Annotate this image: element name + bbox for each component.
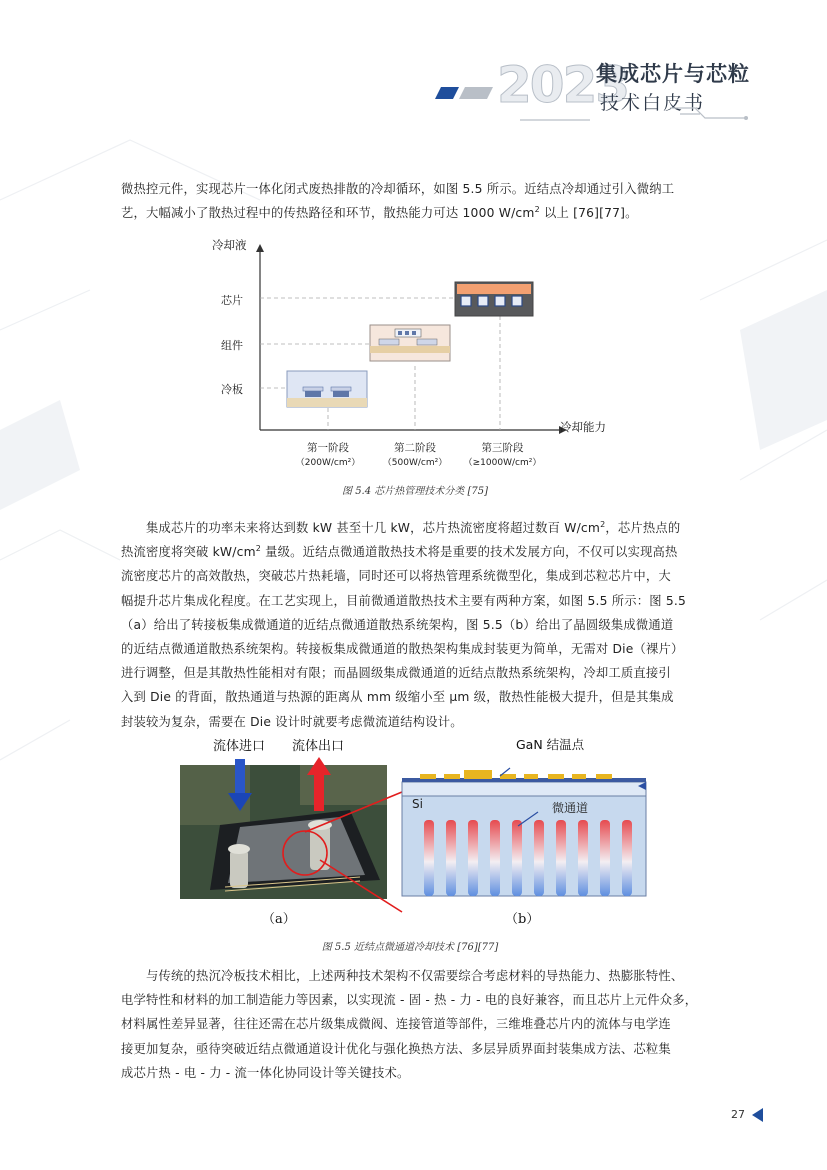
header-title-line1: 集成芯片与芯粒 xyxy=(596,62,750,86)
stage-name: 第二阶段 xyxy=(394,442,436,454)
figure-5-5-caption: 图 5.5 近结点微通道冷却技术 [76][77] xyxy=(321,942,499,953)
stage-name: 第一阶段 xyxy=(307,442,349,454)
y-label-cold-plate: 冷板 xyxy=(221,383,243,396)
inlet-arrow-icon xyxy=(228,759,252,811)
y-axis-arrow-icon xyxy=(256,244,264,252)
paragraph-2-line xyxy=(121,516,706,540)
paragraph-3-line: 电学特性和材料的加工制造能力等因素，以实现流 - 固 - 热 - 力 - 电的良好兼容，而且芯片上元件众多， xyxy=(121,993,698,1008)
stage-2-illustration xyxy=(370,325,450,361)
text-run: 集成芯片的功率未来将达到数 kW 甚至十几 kW，芯片热流密度将超过数百 W/cm xyxy=(146,521,601,535)
paragraph-1-line xyxy=(121,201,706,225)
paragraph-2-line: 的近结点微通道散热系统架构。转接板集成微通道的散热架构集成封装更为简单，无需对 Die（裸片） xyxy=(121,642,684,657)
header-circuit-lines xyxy=(520,100,750,124)
paragraph-1 xyxy=(121,177,706,225)
superscript: 2 xyxy=(534,205,540,215)
y-label-chip: 芯片 xyxy=(221,294,243,307)
paragraph-1-line: 微热控元件，实现芯片一体化闭式废热排散的冷却循环，如图 5.5 所示。近结点冷却通过引入微纳工 xyxy=(121,182,675,196)
y-axis-title: 冷却液 xyxy=(212,238,247,252)
superscript: 2 xyxy=(255,544,262,554)
stage-3-label xyxy=(455,440,550,468)
text-run: 以上 [76][77]。 xyxy=(539,206,638,221)
outlet-label: 流体出口 xyxy=(292,739,345,754)
page-number: 27 xyxy=(731,1108,745,1121)
subfigure-a-label: （a） xyxy=(262,912,296,927)
header-stripes-icon xyxy=(435,85,495,101)
paragraph-2-line xyxy=(121,540,706,564)
stage-capacity: （200W/cm²） xyxy=(295,458,361,468)
paragraph-3-line: 成芯片热 - 电 - 力 - 流一体化协同设计等关键技术。 xyxy=(121,1065,410,1080)
si-label: Si xyxy=(412,797,423,811)
stage-1-illustration xyxy=(287,371,367,407)
header-title-line2: 技术白皮书 xyxy=(600,92,706,114)
paragraph-2-line: 进行调整，但是其散热性能相对有限；而晶圆级集成微通道的近结点散热系统架构，冷却工质直接引 xyxy=(121,666,671,681)
paragraph-2 xyxy=(121,516,706,734)
paragraph-3 xyxy=(121,964,706,1085)
channel-label: 微通道 xyxy=(552,801,589,815)
stage-2-label xyxy=(370,440,460,468)
stage-capacity: （≥1000W/cm²） xyxy=(463,458,542,468)
zoom-connector-lines xyxy=(300,790,410,920)
paragraph-3-line: 材料属性差异显著，往往还需在芯片级集成微阀、连接管道等部件，三维堆叠芯片内的流体与电学连 xyxy=(121,1017,671,1032)
stage-capacity: （500W/cm²） xyxy=(382,458,448,468)
paragraph-2-line: （a）给出了转接板集成微通道的近结点微通道散热系统架构，图 5.5（b）给出了晶圆级集成微通道 xyxy=(121,617,674,632)
text-run: ，芯片热点的 xyxy=(605,521,681,535)
superscript: 2 xyxy=(600,519,606,529)
subfigure-b-label: （b） xyxy=(505,912,540,927)
x-axis-title: 冷却能力 xyxy=(560,420,606,434)
stage-name: 第三阶段 xyxy=(481,442,524,454)
paragraph-2-line: 入到 Die 的背面，散热通道与热源的距离从 mm 级缩小至 μm 级，散热性能极大提升，但是其集成 xyxy=(121,690,674,705)
text-run: 热流密度将突破 kW/cm xyxy=(121,545,256,560)
gan-label: GaN 结温点 xyxy=(516,737,585,752)
page-marker-icon xyxy=(751,1107,765,1123)
paragraph-3-line: 接更加复杂，亟待突破近结点微通道设计优化与强化换热方法、多层异质界面封装集成方法、芯粒集 xyxy=(121,1041,671,1056)
text-run: 量级。近结点微通道散热技术将是重要的技术发展方向，不仅可以实现高热 xyxy=(261,545,678,560)
figure-5-4-caption: 图 5.4 芯片热管理技术分类 [75] xyxy=(342,486,488,497)
inlet-label: 流体进口 xyxy=(213,739,266,754)
stage-3-illustration xyxy=(455,282,533,316)
stage-1-label xyxy=(283,440,373,468)
header-year: 2023 xyxy=(497,56,629,114)
y-label-component: 组件 xyxy=(221,339,243,352)
paragraph-3-line: 与传统的热沉冷板技术相比，上述两种技术架构不仅需要综合考虑材料的导热能力、热膨胀特性、 xyxy=(146,969,684,983)
paragraph-2-line: 幅提升芯片集成化程度。在工艺实现上，目前微通道散热技术主要有两种方案，如图 5.5 所示：图 5.5 xyxy=(121,593,687,608)
microchannel-cross-section xyxy=(400,750,650,900)
paragraph-2-line: 封装较为复杂，需要在 Die 设计时就要考虑微流道结构设计。 xyxy=(121,714,463,729)
paragraph-2-line: 流密度芯片的高效散热，突破芯片热耗墙，同时还可以将热管理系统微型化，集成到芯粒芯片中，大 xyxy=(121,569,671,584)
text-run: 艺，大幅减小了散热过程中的传热路径和环节，散热能力可达 1000 W/cm xyxy=(121,206,535,221)
